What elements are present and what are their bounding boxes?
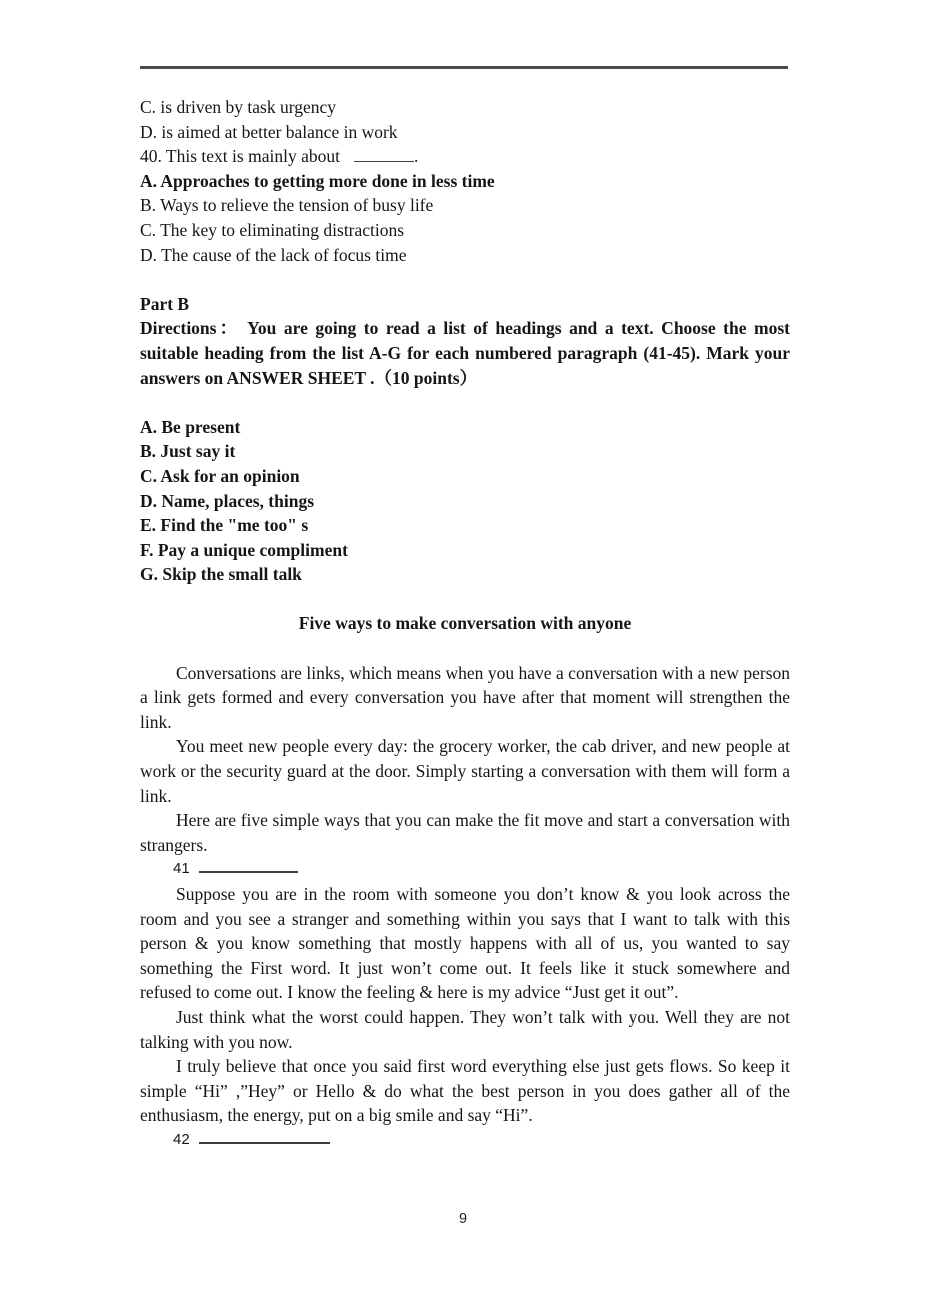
q39-option-c: C. is driven by task urgency [140, 97, 337, 117]
heading-option-g: G. Skip the small talk [140, 564, 302, 585]
spacer [140, 267, 790, 292]
passage-paragraph-1: Conversations are links, which means when you have a conversation with a new person a link gets formed and every conversation you have after that moment will strengthen the link. [140, 662, 790, 732]
q40-option-b: B. Ways to relieve the tension of busy life [140, 195, 434, 216]
paragraph-41-marker [140, 857, 790, 882]
heading-option-f: F. Pay a unique compliment [140, 539, 348, 560]
heading-option-d: D. Name, places, things [140, 490, 315, 511]
passage-paragraph-3: Here are five simple ways that you can make the fit move and start a conversation with strangers. [140, 810, 790, 855]
q40-option-c: C. The key to eliminating distractions [140, 219, 405, 240]
part-b-heading: Part B [140, 293, 190, 314]
question-40-answer-blank [354, 147, 414, 162]
page-number: 9 [458, 1211, 468, 1227]
heading-option-e: E. Find the "me too" s [140, 515, 309, 536]
heading-option-a: A. Be present [140, 416, 241, 437]
spacer [140, 390, 790, 415]
q40-option-a: A. Approaches to getting more done in less time [140, 170, 495, 191]
part-b-directions: Directions： You are going to read a list of headings and a text. Choose the most suitable heading from the list A-G for each numbered paragraph (41-45). Mark your answers on ANSWER SHEET .（10 points） [140, 318, 790, 388]
question-40-text: 40. This text is mainly about [140, 146, 340, 167]
q40-option-d: D. The cause of the lack of focus time [140, 244, 407, 265]
passage-title: Five ways to make conversation with anyone [298, 613, 632, 634]
header-divider-line [140, 66, 788, 69]
paragraph-41-heading-blank [199, 860, 298, 874]
paragraph-41-number: 41 [173, 860, 190, 878]
paragraph-42-number: 42 [173, 1130, 190, 1148]
q39-option-d: D. is aimed at better balance in work [140, 121, 398, 142]
paragraph-42-marker [140, 1128, 790, 1153]
question-40-period: . [413, 146, 419, 167]
passage-paragraph-2: You meet new people every day: the grocery worker, the cab driver, and new people at work or the security guard at the door. Simply starting a conversation with them will form a link. [140, 736, 790, 806]
spacer [140, 636, 790, 661]
passage-paragraph-4: Suppose you are in the room with someone you don’t know & you look across the room and you see a stranger and something within you says that I want to talk with this person & you know something that mostly happens with all of us, you wanted to say something the First word. It just won’t come out. It feels like it stuck somewhere and refused to come out. I know the feeling & here is my advice “Just get it out”. [140, 884, 790, 1003]
page-content [140, 95, 790, 1153]
heading-option-b: B. Just say it [140, 441, 236, 462]
paragraph-42-heading-blank [199, 1130, 330, 1144]
question-40-stem [140, 144, 790, 169]
spacer [140, 587, 790, 612]
heading-option-c: C. Ask for an opinion [140, 465, 300, 486]
passage-paragraph-5: Just think what the worst could happen. They won’t talk with you. Well they are not talking with you now. [140, 1006, 790, 1052]
passage-paragraph-6: I truly believe that once you said first word everything else just gets flows. So keep it simple “Hi” ,”Hey” or Hello & do what the best person in you does gather all of the enthusiasm, the energy, put on a big smile and say “Hi”. [140, 1056, 790, 1126]
